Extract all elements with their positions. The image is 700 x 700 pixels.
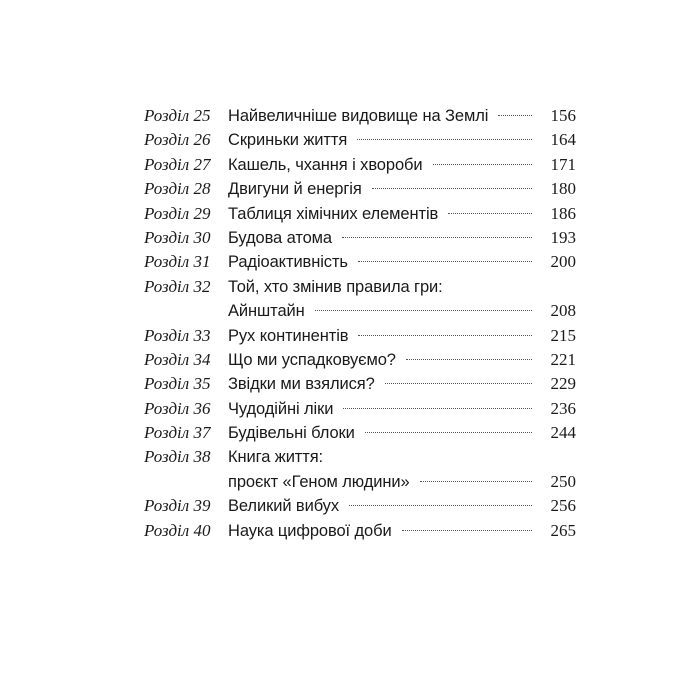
toc-entry xyxy=(228,153,576,177)
chapter-title: Двигуни й енергія xyxy=(228,180,362,199)
toc-entry xyxy=(228,177,576,201)
chapter-number: Розділ 35 xyxy=(144,374,211,394)
chapter-number: Розділ 38 xyxy=(144,447,211,467)
chapter-number: Розділ 25 xyxy=(144,106,211,125)
page-number: 244 xyxy=(550,423,576,443)
chapter-number: Розділ 32 xyxy=(144,276,211,296)
dot-leader xyxy=(349,505,532,506)
toc-entry xyxy=(228,128,576,152)
dot-leader xyxy=(343,408,532,409)
chapter-title: Звідки ми взялися? xyxy=(228,375,375,394)
page-number: 265 xyxy=(550,520,576,540)
page-number: 236 xyxy=(550,398,576,418)
toc-entry xyxy=(228,372,576,396)
toc-row xyxy=(144,372,576,396)
chapter-title: Кашель, чхання і хвороби xyxy=(228,155,423,174)
toc-row xyxy=(144,324,576,348)
toc-entry xyxy=(228,250,576,274)
toc-row xyxy=(144,250,576,274)
toc-entry xyxy=(228,275,576,299)
chapter-number: Розділ 26 xyxy=(144,130,211,150)
toc-entry xyxy=(228,324,576,348)
chapter-number: Розділ 30 xyxy=(144,227,211,247)
dot-leader xyxy=(420,481,532,482)
chapter-title: Книга життя: xyxy=(228,448,324,467)
page-number: 164 xyxy=(550,130,576,150)
chapter-number: Розділ 39 xyxy=(144,496,211,516)
chapter-number: Розділ 34 xyxy=(144,349,211,369)
chapter-title: Таблиця хімічних елементів xyxy=(228,204,439,223)
toc-row xyxy=(144,445,576,469)
dot-leader xyxy=(402,530,532,531)
chapter-number: Розділ 29 xyxy=(144,203,211,223)
chapter-number: Розділ 36 xyxy=(144,398,211,418)
page-number: 193 xyxy=(550,227,576,247)
chapter-title: Найвеличніше видовище на Землі xyxy=(228,107,489,125)
toc-entry xyxy=(228,226,576,250)
page-number: 186 xyxy=(550,203,576,223)
toc-entry xyxy=(228,421,576,445)
page-number: 221 xyxy=(550,349,576,369)
dot-leader xyxy=(372,188,532,189)
chapter-title: Наука цифрової доби xyxy=(228,521,392,540)
toc-row xyxy=(144,275,576,299)
toc-row xyxy=(144,177,576,201)
toc-entry xyxy=(228,519,576,543)
dot-leader xyxy=(333,456,532,457)
toc-row-continuation xyxy=(144,470,576,494)
chapter-title: Що ми успадковуємо? xyxy=(228,350,396,369)
page-number: 200 xyxy=(550,252,576,272)
toc-entry xyxy=(228,104,576,128)
chapter-title: Рух континентів xyxy=(228,326,349,345)
toc-row xyxy=(144,519,576,543)
dot-leader xyxy=(433,164,532,165)
chapter-title: Айнштайн xyxy=(228,302,305,321)
toc-row xyxy=(144,397,576,421)
chapter-number: Розділ 37 xyxy=(144,423,211,443)
page-number: 250 xyxy=(550,471,576,491)
chapter-title: Той, хто змінив правила гри: xyxy=(228,277,443,296)
chapter-title: Великий вибух xyxy=(228,497,339,516)
toc-row xyxy=(144,494,576,518)
toc-entry xyxy=(228,397,576,421)
toc-row xyxy=(144,226,576,250)
chapter-number: Розділ 40 xyxy=(144,520,211,540)
toc-row xyxy=(144,348,576,372)
dot-leader xyxy=(365,432,532,433)
toc-row-continuation xyxy=(144,299,576,323)
chapter-title: Будівельні блоки xyxy=(228,424,355,443)
toc-row xyxy=(144,202,576,226)
dot-leader xyxy=(448,213,532,214)
dot-leader xyxy=(406,359,532,360)
chapter-number: Розділ 28 xyxy=(144,179,211,199)
dot-leader xyxy=(358,335,532,336)
page-number: 208 xyxy=(550,301,576,321)
page-number: 215 xyxy=(550,325,576,345)
dot-leader xyxy=(342,237,532,238)
chapter-title: Скриньки життя xyxy=(228,131,348,150)
chapter-number: Розділ 31 xyxy=(144,252,211,272)
page-number: 229 xyxy=(550,374,576,394)
chapter-title: Будова атома xyxy=(228,228,332,247)
chapter-title: Радіоактивність xyxy=(228,253,348,272)
toc-entry xyxy=(228,202,576,226)
dot-leader xyxy=(453,286,532,287)
page-number: 180 xyxy=(550,179,576,199)
chapter-number: Розділ 27 xyxy=(144,154,211,174)
toc-entry xyxy=(228,348,576,372)
chapter-title: проєкт «Геном людини» xyxy=(228,472,410,491)
toc-entry xyxy=(228,445,576,469)
toc-row xyxy=(144,153,576,177)
toc-row xyxy=(144,104,576,128)
dot-leader xyxy=(358,261,532,262)
chapter-title: Чудодійні ліки xyxy=(228,399,334,418)
toc-row xyxy=(144,128,576,152)
toc-entry xyxy=(228,494,576,518)
dot-leader xyxy=(385,383,532,384)
dot-leader xyxy=(357,139,532,140)
page-number: 171 xyxy=(550,154,576,174)
toc-entry xyxy=(228,470,576,494)
page-number: 156 xyxy=(550,106,576,125)
table-of-contents xyxy=(144,104,576,543)
toc-entry xyxy=(228,299,576,323)
chapter-number: Розділ 33 xyxy=(144,325,211,345)
page-number: 256 xyxy=(550,496,576,516)
toc-row xyxy=(144,421,576,445)
dot-leader xyxy=(498,115,532,116)
dot-leader xyxy=(315,310,532,311)
